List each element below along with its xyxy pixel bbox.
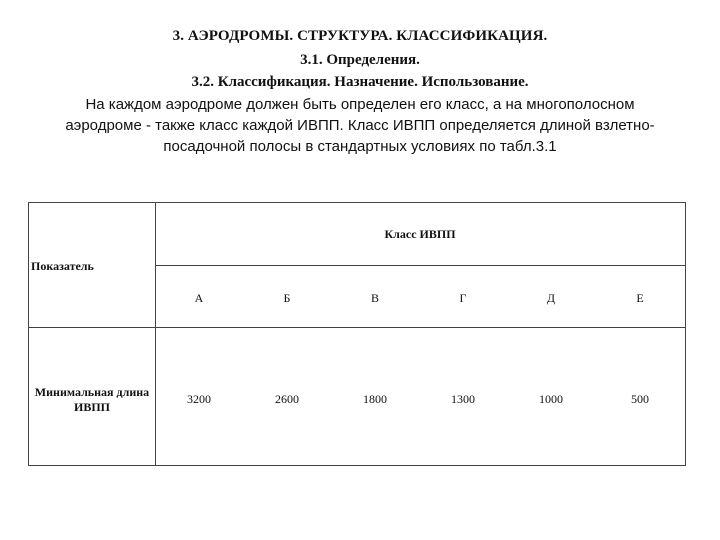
group-header: Класс ИВПП [384, 227, 456, 241]
class-v: В [370, 291, 379, 305]
class-b: Б [283, 291, 291, 305]
value-v: 1800 [363, 392, 387, 406]
intro-paragraph: На каждом аэродроме должен быть определен его класс, а на многополосном аэродроме - также класс каждой ИВПП. Класс ИВПП определяется длиной взлетно-посадочной полосы в стандартных условиях по табл.3.1 [65, 96, 655, 155]
section-subtitle-definitions: 3.1. Определения. [300, 52, 420, 68]
value-b: 2600 [275, 392, 299, 406]
class-e: Е [636, 291, 644, 305]
class-d: Д [546, 291, 556, 305]
indicator-header: Показатель [31, 259, 94, 273]
value-a: 3200 [187, 392, 211, 406]
class-g: Г [459, 291, 467, 305]
section-subtitle-classification: 3.2. Классификация. Назначение. Использование. [191, 74, 529, 90]
value-d: 1000 [539, 392, 563, 406]
row-label-min-length: Минимальная длина ИВПП [34, 385, 150, 414]
class-a: А [194, 291, 204, 305]
runway-class-table [28, 202, 686, 466]
value-g: 1300 [451, 392, 475, 406]
value-e: 500 [631, 392, 649, 406]
slide-title: 3. АЭРОДРОМЫ. СТРУКТУРА. КЛАССИФИКАЦИЯ. [172, 28, 548, 44]
